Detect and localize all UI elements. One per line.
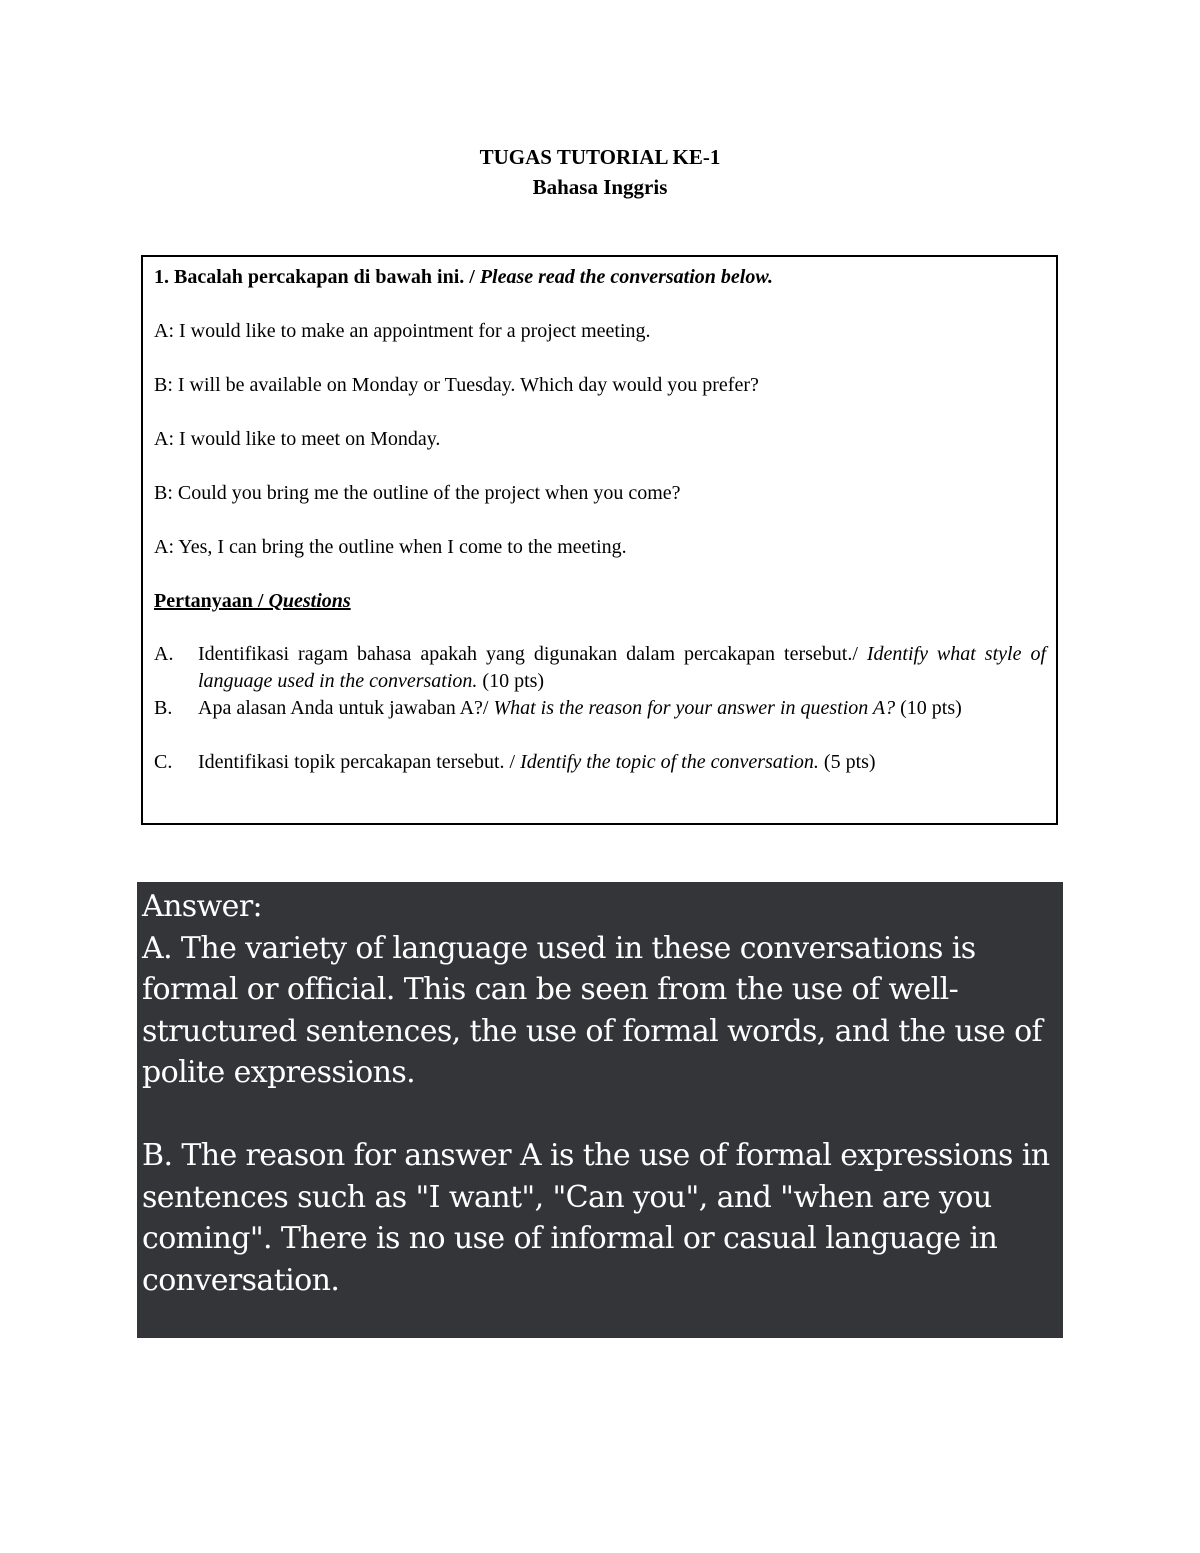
question-points: (10 pts) — [895, 697, 962, 719]
question-item — [154, 641, 1046, 695]
question-letter: C. — [154, 751, 173, 773]
question-text-en: Identify what style of language used in the conversation. — [198, 643, 1046, 692]
task-instruction-en: Please read the conversation below. — [479, 266, 773, 288]
answer-paragraph-b: B. The reason for answer A is the use of formal expressions in sentences such as "I want", "Can you", and "when are you coming". There is no use of informal or casual language in conversation. — [142, 1138, 1050, 1298]
question-text-id: Apa alasan Anda untuk jawaban A?/ — [198, 697, 494, 719]
question-points: (5 pts) — [818, 751, 876, 773]
task-instruction — [154, 263, 1046, 291]
task-instruction-id: 1. Bacalah percakapan di bawah ini. / — [154, 266, 480, 288]
question-text — [198, 695, 1046, 722]
document-header — [0, 142, 1200, 202]
question-text-id: Identifikasi topik percakapan tersebut. / — [198, 751, 521, 773]
question-text-en: Identify the topic of the conversation. — [520, 751, 819, 773]
questions-heading — [154, 587, 1046, 615]
document-subtitle: Bahasa Inggris — [532, 175, 668, 199]
conversation-line: B: I will be available on Monday or Tuesday. Which day would you prefer? — [154, 374, 759, 396]
conversation-line: A: I would like to meet on Monday. — [154, 428, 441, 450]
question-text — [198, 641, 1046, 695]
questions-heading-id: Pertanyaan / — [154, 590, 269, 612]
task-box — [141, 255, 1058, 825]
answer-box — [137, 882, 1063, 1338]
answer-label: Answer: — [142, 889, 263, 924]
document-title: TUGAS TUTORIAL KE-1 — [479, 145, 721, 169]
question-text — [198, 749, 1046, 776]
questions-list — [154, 641, 1046, 776]
question-letter: B. — [154, 697, 173, 719]
question-text-id: Identifikasi ragam bahasa apakah yang digunakan dalam percakapan tersebut./ — [198, 643, 867, 665]
conversation-line: B: Could you bring me the outline of the project when you come? — [154, 482, 681, 504]
answer-paragraph-a: A. The variety of language used in these conversations is formal or official. This can be seen from the use of well-structured sentences, the use of formal words, and the use of polite expressions. — [142, 930, 1043, 1090]
question-item — [154, 695, 1046, 722]
question-item — [154, 749, 1046, 776]
conversation-line: A: I would like to make an appointment for a project meeting. — [154, 320, 651, 342]
question-letter: A. — [154, 643, 174, 665]
questions-heading-en: Questions — [268, 590, 351, 612]
question-points: (10 pts) — [477, 670, 545, 692]
question-text-en: What is the reason for your answer in question A? — [493, 697, 896, 719]
conversation-line: A: Yes, I can bring the outline when I come to the meeting. — [154, 536, 627, 558]
